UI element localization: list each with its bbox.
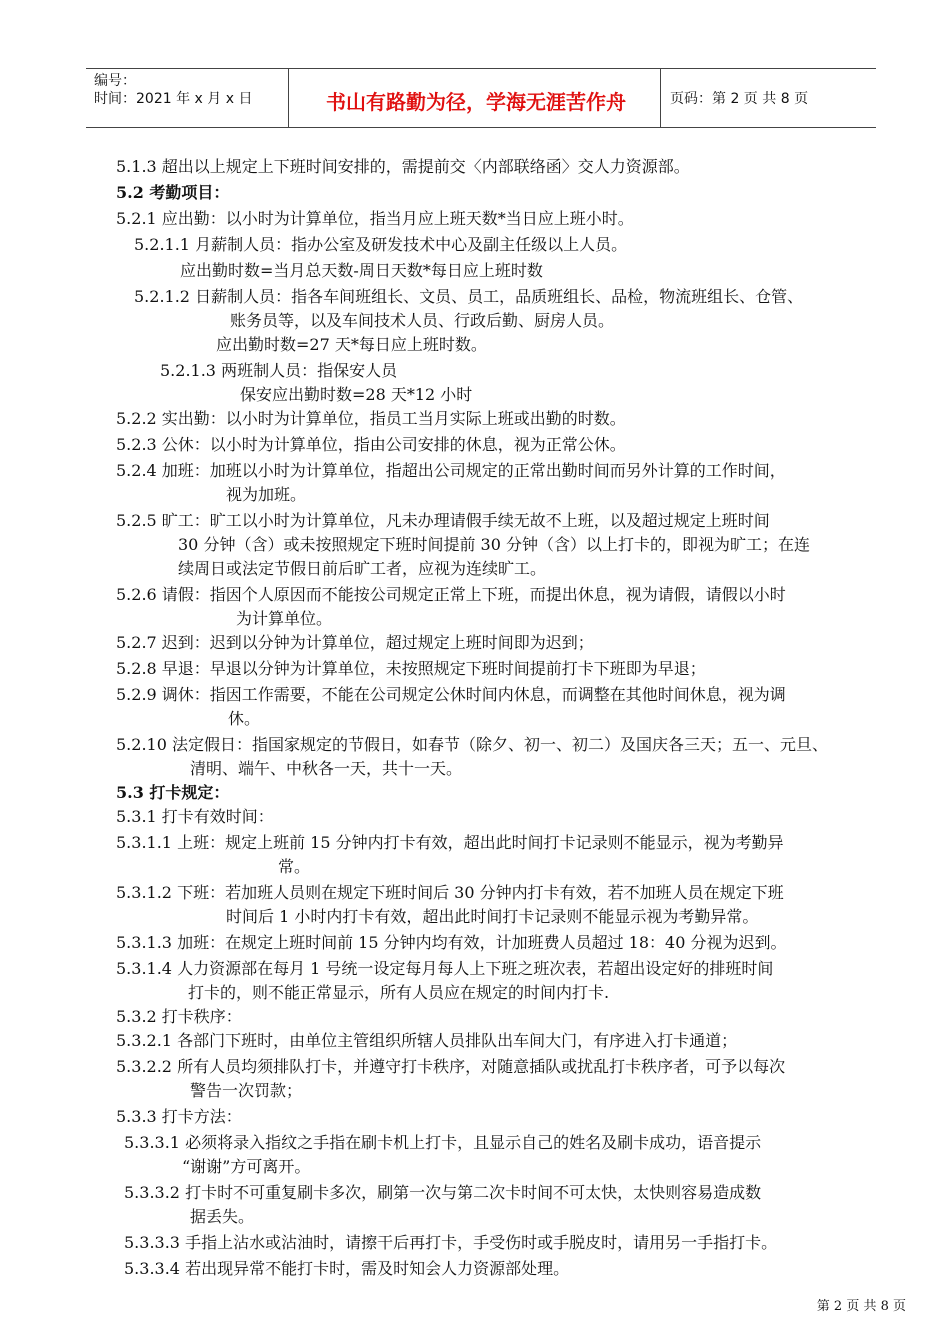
header-bottom-rule [86, 127, 876, 128]
header-top-rule [86, 68, 876, 69]
text-line: 5.3.2.2 所有人员均须排队打卡，并遵守打卡秩序，对随意插队或扰乱打卡秩序者，可予以每次 [116, 1057, 786, 1076]
text-line: 5.3.1 打卡有效时间： [116, 807, 274, 826]
text-line: 据丢失。 [190, 1207, 255, 1226]
text-line: 续周日或法定节假日前后旷工者，应视为连续旷工。 [178, 559, 547, 578]
text-line: 常。 [278, 857, 311, 876]
text-line: 5.2.6 请假：指因个人原因而不能按公司规定正常上下班，而提出休息，视为请假，请假以小时 [116, 585, 786, 604]
text-line: 5.3.3 打卡方法： [116, 1107, 242, 1126]
text-line: 5.1.3 超出以上规定上下班时间安排的，需提前交〈内部联络函〉交人力资源部。 [116, 157, 690, 176]
text-line: 5.3.1.3 加班：在规定上班时间前 15 分钟内均有效，计加班费人员超过 18：40 分视为迟到。 [116, 933, 787, 952]
text-line: 警告一次罚款； [190, 1081, 303, 1100]
text-line: 5.2.1 应出勤：以小时为计算单位，指当月应上班天数*当日应上班小时。 [116, 209, 634, 228]
text-line: 5.2.9 调休：指因工作需要，不能在公司规定公休时间内休息，而调整在其他时间休息，视为调 [116, 685, 786, 704]
time-label: 时间：2021 年 x 月 x 日 [94, 91, 253, 107]
text-line: 5.3.3.1 必须将录入指纹之手指在刷卡机上打卡，且显示自己的姓名及刷卡成功，语音提示 [124, 1133, 762, 1152]
text-line: 5.3.1.1 上班：规定上班前 15 分钟内打卡有效，超出此时间打卡记录则不能显示，视为考勤异 [116, 833, 784, 852]
text-line: 清明、端午、中秋各一天，共十一天。 [190, 759, 463, 778]
page-footer: 第 2 页 共 8 页 [816, 1299, 906, 1314]
text-line: 5.2.4 加班：加班以小时为计算单位，指超出公司规定的正常出勤时间而另外计算的工作时间， [116, 461, 786, 480]
section-heading: 5.2 考勤项目： [116, 183, 230, 202]
text-line: 30 分钟（含）或未按照规定下班时间提前 30 分钟（含）以上打卡的，即视为旷工；在连 [178, 535, 810, 554]
text-line: 5.2.1.1 月薪制人员：指办公室及研发技术中心及副主任级以上人员。 [134, 235, 628, 254]
text-line: 5.2.3 公休：以小时为计算单位，指由公司安排的休息，视为正常公休。 [116, 435, 626, 454]
text-line: 5.2.8 早退：早退以分钟为计算单位，未按照规定下班时间提前打卡下班即为早退； [116, 659, 706, 678]
text-line: 打卡的，则不能正常显示，所有人员应在规定的时间内打卡. [188, 983, 610, 1002]
text-line: 5.2.5 旷工：旷工以小时为计算单位，凡未办理请假手续无故不上班，以及超过规定上班时间 [116, 511, 770, 530]
text-line: 视为加班。 [226, 485, 307, 504]
text-line: 保安应出勤时数=28 天*12 小时 [240, 385, 473, 404]
text-line: 5.2.2 实出勤：以小时为计算单位，指员工当月实际上班或出勤的时数。 [116, 409, 626, 428]
header-divider-left [288, 68, 289, 128]
text-line: 应出勤时数=27 天*每日应上班时数。 [216, 335, 487, 354]
text-line: 账务员等，以及车间技术人员、行政后勤、厨房人员。 [230, 311, 615, 330]
text-line: 5.3.2 打卡秩序： [116, 1007, 242, 1026]
section-heading: 5.3 打卡规定： [116, 783, 230, 802]
page-label: 页码：第 2 页 共 8 页 [670, 91, 809, 107]
number-label: 编号： [94, 73, 136, 89]
text-line: “谢谢”方可离开。 [182, 1157, 311, 1176]
text-line: 5.2.1.2 日薪制人员：指各车间班组长、文员、员工，品质班组长、品检，物流班组长、仓管、 [134, 287, 804, 306]
text-line: 5.2.7 迟到：迟到以分钟为计算单位，超过规定上班时间即为迟到； [116, 633, 594, 652]
text-line: 时间后 1 小时内打卡有效，超出此时间打卡记录则不能显示视为考勤异常。 [226, 907, 759, 926]
text-line: 5.3.3.4 若出现异常不能打卡时，需及时知会人力资源部处理。 [124, 1259, 570, 1278]
header-motto: 书山有路勤为径，学海无涯苦作舟 [326, 90, 626, 114]
text-line: 5.2.1.3 两班制人员：指保安人员 [160, 361, 398, 380]
text-line: 5.3.3.3 手指上沾水或沾油时，请擦干后再打卡，手受伤时或手脱皮时，请用另一手指打卡。 [124, 1233, 778, 1252]
page-header [86, 68, 876, 128]
text-line: 为计算单位。 [236, 609, 333, 628]
text-line: 5.2.10 法定假日：指国家规定的节假日，如春节（除夕、初一、初二）及国庆各三天；五一、元旦、 [116, 735, 828, 754]
text-line: 5.3.1.4 人力资源部在每月 1 号统一设定每月每人上下班之班次表，若超出设定好的排班时间 [116, 959, 774, 978]
text-line: 5.3.3.2 打卡时不可重复刷卡多次，刷第一次与第二次卡时间不可太快，太快则容易造成数 [124, 1183, 762, 1202]
text-line: 5.3.1.2 下班：若加班人员则在规定下班时间后 30 分钟内打卡有效，若不加班人员在规定下班 [116, 883, 784, 902]
text-line: 应出勤时数=当月总天数-周日天数*每日应上班时数 [180, 261, 543, 280]
text-line: 休。 [228, 709, 261, 728]
text-line: 5.3.2.1 各部门下班时，由单位主管组织所辖人员排队出车间大门，有序进入打卡通道； [116, 1031, 738, 1050]
